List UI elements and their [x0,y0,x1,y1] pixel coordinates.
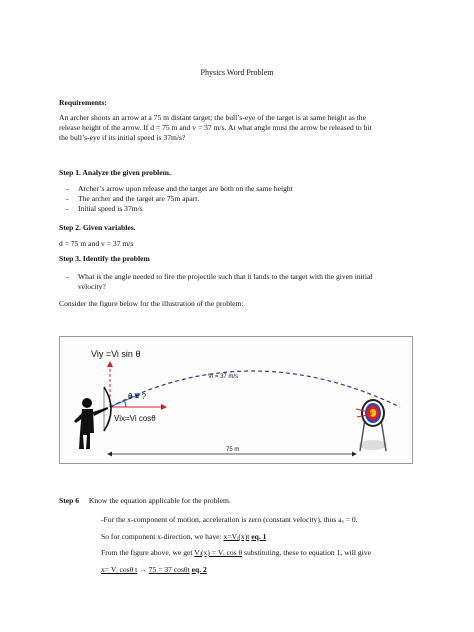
requirements-heading: Requirements: [59,98,107,107]
step1-heading: Step 1. Analyze the given problem. [59,168,171,177]
step6-heading-line [59,496,231,506]
list-item: - Initial speed is 37m/s [66,204,143,213]
arrow-glyph: → [139,565,147,574]
step2-text: d = 75 m and v = 37 m/s [59,239,134,248]
angle-arc [124,400,126,407]
step3-dash: - [66,272,69,281]
list-item: - The archer and the target are 75m apart. [66,194,200,203]
step6-line-1: -For the x-component of motion, acceleration is zero (constant velocity), thus aₓ = 0. [101,515,358,524]
step6-heading: Step 6 [59,496,80,505]
viy-label: Viy =Vi sin θ [91,349,141,359]
eq2-tag: eq. 2 [191,565,207,574]
eq2-right: 75 = 37 cosθt [148,565,190,574]
step3-heading: Step 3. Identify the problem [59,254,150,263]
distance-label: 75 m [226,447,240,453]
target-icon [356,399,387,451]
step6-line-4 [101,565,207,575]
step1-bullets [66,184,293,214]
page-title: Physics Word Problem [200,68,274,77]
eq1-tag: eq. 1 [251,532,267,541]
eq1-expression: x=Vᵢ(x)t [223,532,250,541]
step6-line-2: So for component x-direction, we have: x=Vᵢ(x)t eq. 1 [101,532,267,541]
requirements-line-3: the bull’s-eye if its initial speed is 37m/s? [59,133,186,142]
vix-expression: Vᵢ(x) = Vᵢ cos θ [194,548,243,557]
trajectory-path [110,371,400,407]
vi-label: Vi = 37 m/s [208,374,239,380]
theta-label: θ = ? [128,392,147,401]
step3-line-2: velocity? [78,282,106,291]
step2-heading: Step 2. Given variables. [59,223,136,232]
eq2-left: x= Vᵢ cosθ t [101,565,138,574]
projectile-figure [59,336,413,464]
archer-icon [74,387,111,449]
consider-text: Consider the figure below for the illustration of the problem: [59,299,244,308]
figure-svg [60,337,412,463]
requirements-line-1: An archer shoots an arrow at a 75 m distant target; the bull’s-eye of the target is at same height as the [59,113,366,122]
list-item: - Archer’s arrow upon release and the target are both on the same height [66,184,293,193]
step3-line-1: What is the angle needed to fire the projectile such that it lands to the target with the given initial [78,272,373,281]
step6-heading-text: Know the equation applicable for the problem. [88,496,231,505]
step6-line-3: From the figure above, we get Vᵢ(x) = Vᵢ cos θ substituting, these to equation 1, will give [101,548,371,557]
requirements-line-2: release height of the arrow. If d = 75 m and v = 37 m/s. At what angle must the arrow be released to hit [59,123,372,132]
vix-label: Vix=Vi cosθ [114,414,156,423]
